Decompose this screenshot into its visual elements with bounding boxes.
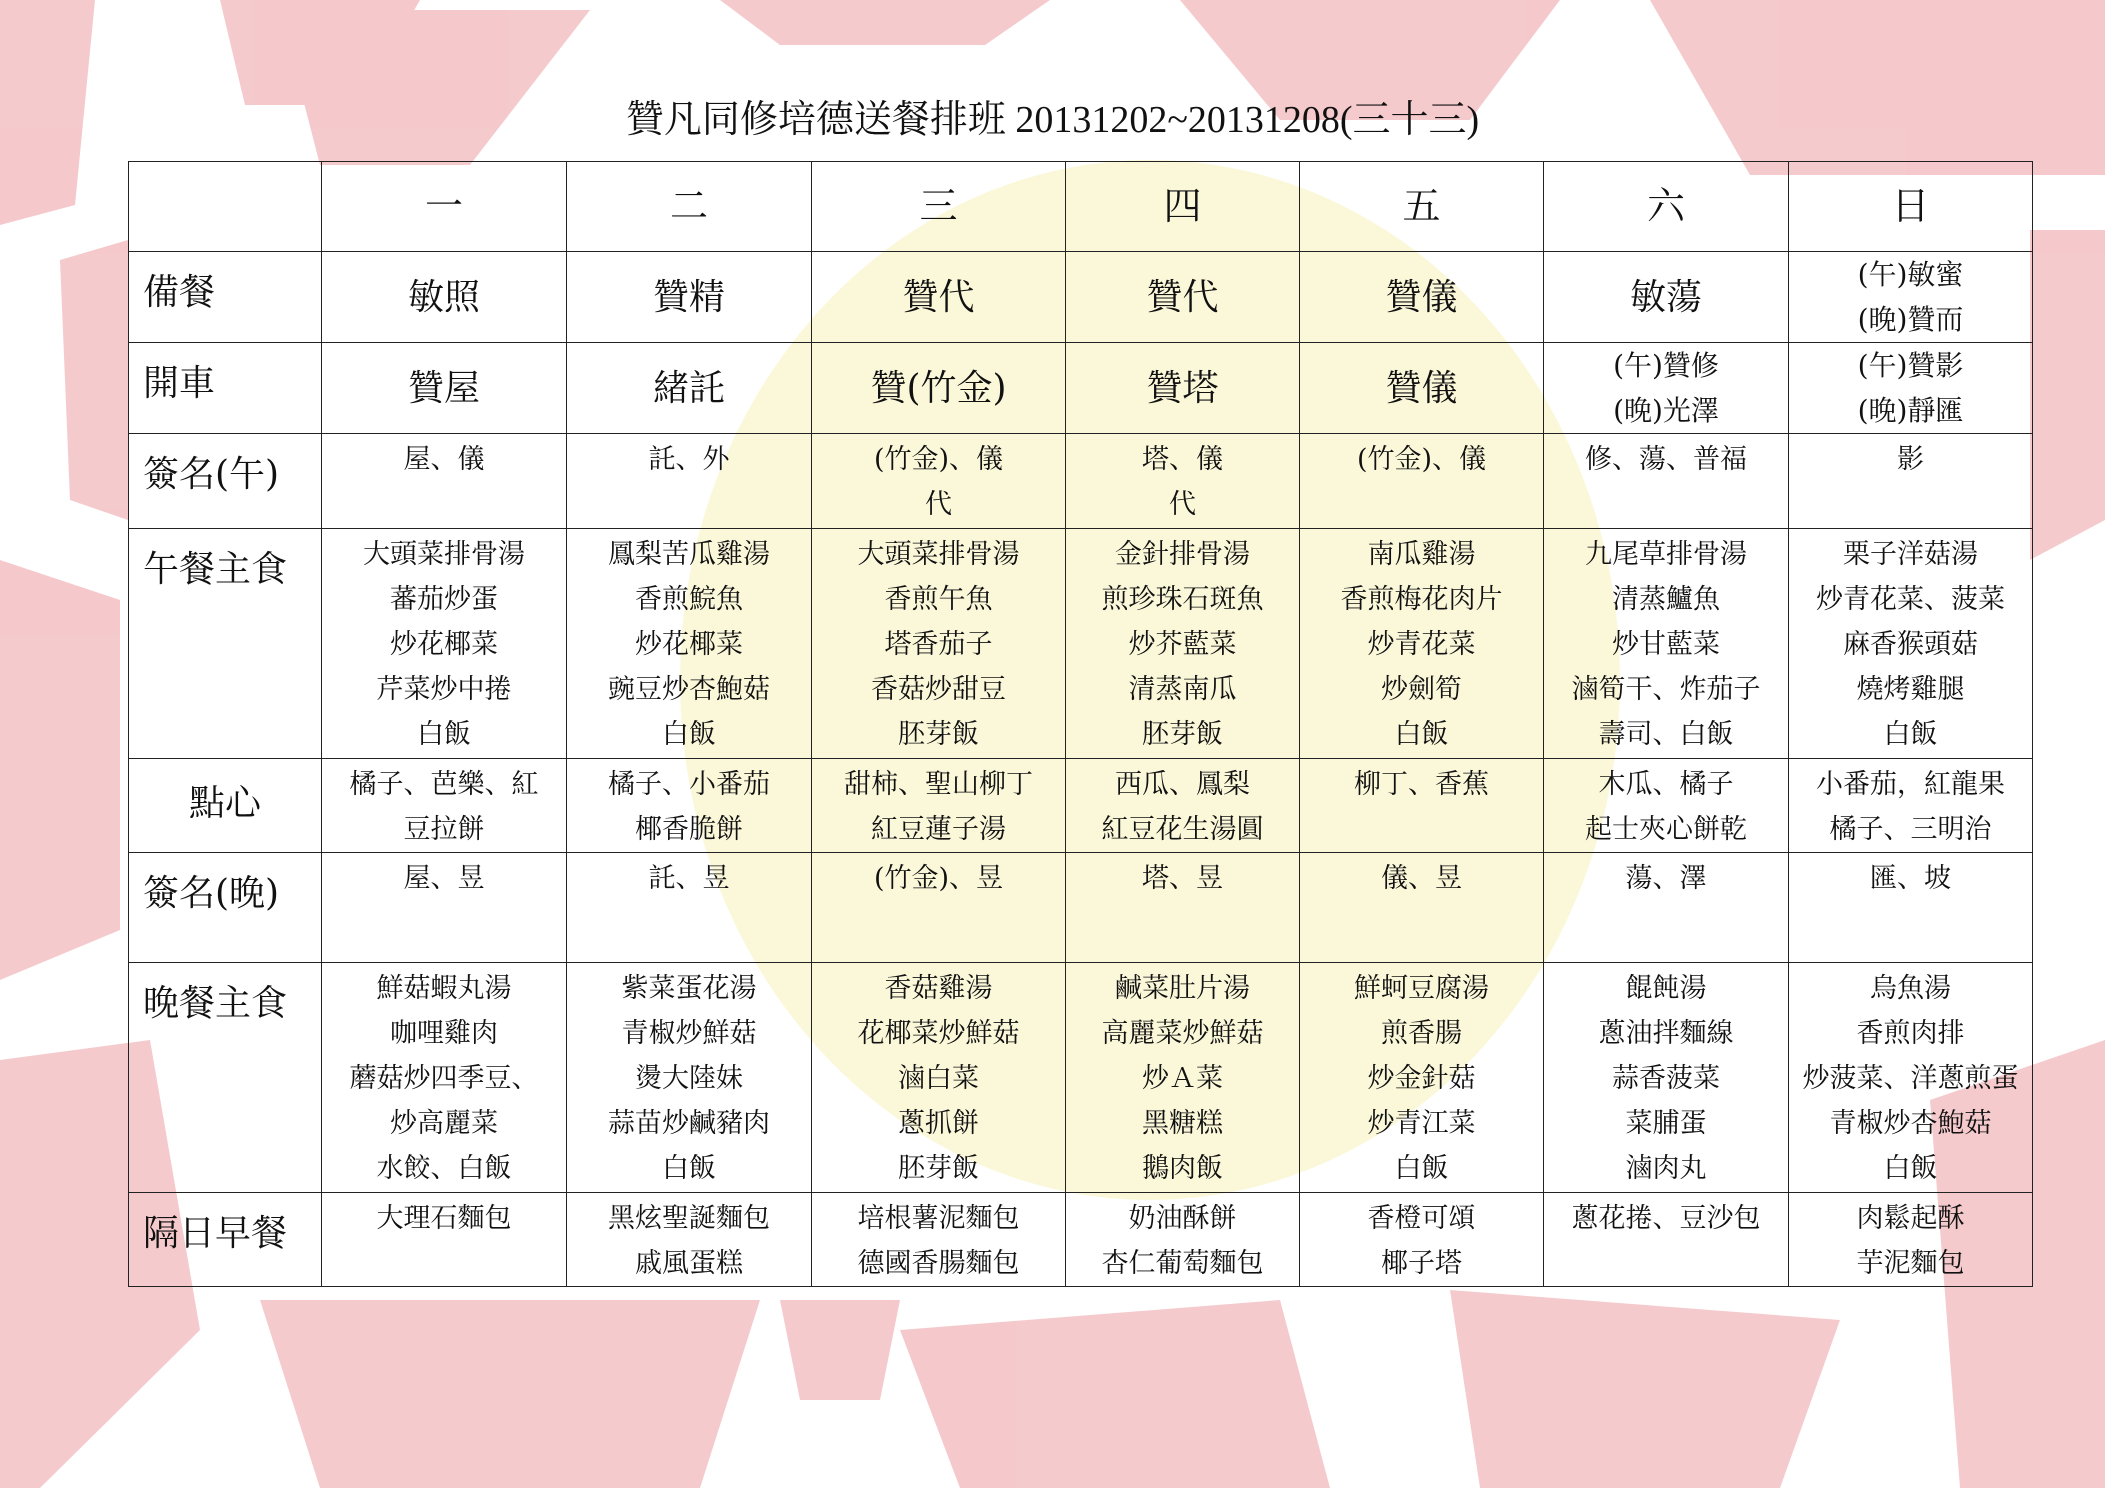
- schedule-cell: [812, 1192, 1066, 1286]
- schedule-cell: [812, 528, 1066, 758]
- schedule-cell: [1544, 759, 1789, 853]
- schedule-cell: [567, 853, 812, 963]
- cell-line: 栗子洋菇湯: [1843, 538, 1978, 570]
- cell-line: 鳳梨苦瓜雞湯: [608, 538, 770, 570]
- cell-line: 豆拉餅: [403, 814, 485, 846]
- schedule-cell: [1789, 759, 2033, 853]
- schedule-cell: [567, 252, 812, 343]
- schedule-cell: [567, 1192, 812, 1286]
- cell-line: 燒烤雞腿: [1856, 673, 1965, 705]
- cell-line: 代: [925, 489, 952, 521]
- row-snack: [129, 759, 2033, 853]
- cell-line: 贊代: [902, 276, 975, 318]
- cell-line: 敏照: [407, 276, 480, 318]
- day-header: 六: [1544, 162, 1789, 252]
- schedule-cell: [812, 343, 1066, 434]
- day-header: 四: [1066, 162, 1300, 252]
- cell-line: 贊塔: [1146, 367, 1219, 409]
- schedule-cell: [1544, 853, 1789, 963]
- cell-line: 屋、儀: [403, 444, 485, 476]
- cell-line: 烏魚湯: [1870, 973, 1951, 1005]
- cell-line: 椰香脆餅: [635, 814, 743, 846]
- schedule-cell: [1066, 1192, 1300, 1286]
- cell-line: 黑炫聖誕麵包: [608, 1202, 770, 1234]
- schedule-cell: [1066, 759, 1300, 853]
- schedule-cell: [812, 759, 1066, 853]
- schedule-cell: [1300, 528, 1544, 758]
- cell-line: 胚芽飯: [898, 718, 979, 750]
- cell-line: 青椒炒鮮菇: [621, 1018, 757, 1050]
- schedule-cell: [1066, 963, 1300, 1192]
- cell-line: 戚風蛋糕: [635, 1247, 743, 1279]
- cell-line: 大頭菜排骨湯: [857, 538, 1020, 570]
- schedule-cell: [322, 343, 567, 434]
- cell-line: 緒託: [652, 367, 725, 409]
- cell-line: 胚芽飯: [1142, 718, 1223, 750]
- cell-line: (午)贊修: [1613, 349, 1719, 383]
- schedule-cell: [812, 963, 1066, 1192]
- cell-line: 培根薯泥麵包: [857, 1202, 1020, 1234]
- cell-line: 德國香腸麵包: [857, 1247, 1020, 1279]
- cell-line: 橘子、三明治: [1829, 814, 1992, 846]
- cell-line: 燙大陸妹: [635, 1063, 743, 1095]
- schedule-cell: [1789, 252, 2033, 343]
- day-header: 三: [812, 162, 1066, 252]
- cell-line: (竹金)、儀: [873, 444, 1004, 476]
- schedule-cell: [1300, 252, 1544, 343]
- cell-line: 香煎鯇魚: [635, 583, 743, 615]
- cell-line: 煎香腸: [1381, 1018, 1462, 1050]
- schedule-cell: [1544, 528, 1789, 758]
- row-label: 簽名(晚): [129, 853, 322, 963]
- row-label: 點心: [129, 759, 322, 853]
- cell-line: 大頭菜排骨湯: [363, 538, 525, 570]
- page-title: 贊凡同修培德送餐排班 20131202~20131208(三十三): [625, 99, 1480, 141]
- cell-line: 清蒸南瓜: [1128, 673, 1237, 705]
- schedule-cell: [1066, 252, 1300, 343]
- cell-line: 炒芥藍菜: [1128, 628, 1237, 660]
- cell-line: (晚)靜匯: [1857, 394, 1964, 428]
- cell-line: 白飯: [417, 718, 471, 750]
- schedule-cell: [1066, 853, 1300, 963]
- cell-line: 贊代: [1146, 276, 1219, 318]
- cell-line: 香菇雞湯: [884, 973, 993, 1005]
- cell-line: 鮮蚵豆腐湯: [1354, 973, 1489, 1005]
- schedule-cell: [1544, 963, 1789, 1192]
- cell-line: 託、昱: [648, 863, 730, 895]
- cell-line: 木瓜、橘子: [1598, 769, 1734, 801]
- schedule-cell: [1300, 434, 1544, 528]
- cell-line: 炒青江菜: [1367, 1108, 1476, 1140]
- cell-line: 炒高麗菜: [390, 1108, 498, 1140]
- schedule-cell: [1789, 963, 2033, 1192]
- cell-line: 蕩、澤: [1625, 863, 1707, 895]
- cell-line: 香煎午魚: [884, 583, 993, 615]
- cell-line: 白飯: [1883, 1153, 1938, 1185]
- row-sign-dinner: [129, 853, 2033, 963]
- schedule-cell: [1300, 853, 1544, 963]
- cell-line: 贊精: [652, 276, 725, 318]
- cell-line: 塔、昱: [1142, 863, 1223, 895]
- schedule-cell: [1789, 1192, 2033, 1286]
- row-sign-lunch: [129, 434, 2033, 528]
- cell-line: (午)敏蜜: [1857, 258, 1964, 292]
- cell-line: 水餃、白飯: [376, 1153, 512, 1185]
- schedule-cell: [1544, 434, 1789, 528]
- cell-line: 紅豆花生湯圓: [1101, 814, 1264, 846]
- schedule-cell: [1789, 853, 2033, 963]
- cell-line: 柳丁、香蕉: [1354, 769, 1489, 801]
- cell-line: 贊儀: [1385, 276, 1458, 318]
- cell-line: 煎珍珠石斑魚: [1101, 583, 1264, 615]
- cell-line: 芹菜炒中捲: [376, 673, 512, 705]
- schedule-cell: [322, 759, 567, 853]
- cell-line: 麻香猴頭菇: [1843, 628, 1978, 660]
- cell-line: 橘子、芭樂、紅: [349, 769, 539, 801]
- cell-line: 白飯: [1394, 718, 1449, 750]
- header-row: [129, 162, 2033, 252]
- schedule-cell: [812, 434, 1066, 528]
- cell-line: 蘑菇炒四季豆、: [349, 1063, 539, 1095]
- cell-line: 儀、昱: [1381, 863, 1462, 895]
- schedule-cell: [567, 759, 812, 853]
- cell-line: 蕃茄炒蛋: [390, 583, 498, 615]
- cell-line: 炒Ａ菜: [1142, 1063, 1223, 1095]
- schedule-cell: [567, 434, 812, 528]
- row-label: 晚餐主食: [129, 963, 322, 1192]
- row-label: 簽名(午): [129, 434, 322, 528]
- schedule-cell: [567, 963, 812, 1192]
- cell-line: 餛飩湯: [1625, 973, 1707, 1005]
- cell-line: 香橙可頌: [1367, 1202, 1476, 1234]
- cell-line: 金針排骨湯: [1115, 538, 1250, 570]
- cell-line: 匯、坡: [1870, 863, 1951, 895]
- schedule-cell: [1300, 343, 1544, 434]
- schedule-cell: [1066, 528, 1300, 758]
- cell-line: 炒金針菇: [1367, 1063, 1476, 1095]
- cell-line: 敏蕩: [1629, 276, 1702, 318]
- schedule-cell: [567, 343, 812, 434]
- row-label: 午餐主食: [129, 528, 322, 758]
- row-label: 隔日早餐: [129, 1192, 322, 1286]
- cell-line: 香煎梅花肉片: [1340, 583, 1503, 615]
- schedule-cell: [1300, 1192, 1544, 1286]
- cell-line: 炒花椰菜: [635, 628, 743, 660]
- cell-line: 贊屋: [407, 367, 480, 409]
- cell-line: 南瓜雞湯: [1367, 538, 1476, 570]
- cell-line: 炒花椰菜: [390, 628, 498, 660]
- cell-line: 花椰菜炒鮮菇: [857, 1018, 1020, 1050]
- cell-line: 菜脯蛋: [1625, 1108, 1707, 1140]
- cell-line: 託、外: [648, 444, 730, 476]
- cell-line: (晚)光澤: [1613, 394, 1719, 428]
- cell-line: (午)贊影: [1857, 349, 1964, 383]
- cell-line: 白飯: [1394, 1153, 1449, 1185]
- cell-line: 香煎肉排: [1856, 1018, 1965, 1050]
- cell-line: 九尾草排骨湯: [1585, 538, 1747, 570]
- cell-line: 蒜苗炒鹹豬肉: [608, 1108, 770, 1140]
- schedule-cell: [1066, 343, 1300, 434]
- cell-line: 鮮菇蝦丸湯: [376, 973, 512, 1005]
- schedule-table: [128, 161, 2033, 1287]
- cell-line: 塔、儀: [1142, 444, 1223, 476]
- cell-line: 塔香茄子: [884, 628, 993, 660]
- schedule-cell: [322, 853, 567, 963]
- row-dinner: [129, 963, 2033, 1192]
- schedule-cell: [1544, 343, 1789, 434]
- cell-line: (竹金)、儀: [1356, 444, 1487, 476]
- schedule-cell: [322, 434, 567, 528]
- schedule-cell: [322, 528, 567, 758]
- header-corner: [129, 162, 322, 252]
- day-header: 日: [1789, 162, 2033, 252]
- schedule-cell: [1789, 528, 2033, 758]
- schedule-cell: [322, 963, 567, 1192]
- schedule-cell: [1300, 759, 1544, 853]
- cell-line: 炒劍筍: [1381, 673, 1462, 705]
- cell-line: 奶油酥餅: [1128, 1202, 1237, 1234]
- row-label: 備餐: [129, 252, 322, 343]
- cell-line: 蔥花捲、豆沙包: [1571, 1202, 1761, 1234]
- day-header: 五: [1300, 162, 1544, 252]
- cell-line: 椰子塔: [1381, 1247, 1462, 1279]
- day-header: 一: [322, 162, 567, 252]
- schedule-cell: [322, 1192, 567, 1286]
- cell-line: 蒜香菠菜: [1612, 1063, 1720, 1095]
- cell-line: 蔥抓餅: [898, 1108, 979, 1140]
- cell-line: 炒青花菜、菠菜: [1816, 583, 2005, 615]
- schedule-cell: [812, 252, 1066, 343]
- schedule-cell: [1544, 1192, 1789, 1286]
- schedule-cell: [322, 252, 567, 343]
- cell-line: 炒甘藍菜: [1612, 628, 1720, 660]
- cell-line: 大理石麵包: [376, 1202, 512, 1234]
- schedule-cell: [1544, 252, 1789, 343]
- cell-line: 香菇炒甜豆: [871, 673, 1006, 705]
- schedule-cell: [1300, 963, 1544, 1192]
- cell-line: 小番茄，紅龍果: [1816, 769, 2005, 801]
- cell-line: 青椒炒杏鮑菇: [1829, 1108, 1992, 1140]
- cell-line: 贊(竹金): [870, 367, 1007, 409]
- cell-line: 白飯: [1883, 718, 1938, 750]
- cell-line: 贊儀: [1385, 367, 1458, 409]
- cell-line: 紫菜蛋花湯: [621, 973, 757, 1005]
- cell-line: 白飯: [662, 718, 716, 750]
- row-driver: [129, 343, 2033, 434]
- cell-line: 滷肉丸: [1625, 1153, 1707, 1185]
- cell-line: 芋泥麵包: [1856, 1247, 1965, 1279]
- cell-line: (晚)贊而: [1857, 303, 1964, 337]
- cell-line: 影: [1897, 444, 1924, 476]
- cell-line: 屋、昱: [403, 863, 485, 895]
- cell-line: 胚芽飯: [898, 1153, 979, 1185]
- row-breakfast: [129, 1192, 2033, 1286]
- cell-line: 起士夾心餅乾: [1585, 814, 1747, 846]
- schedule-cell: [567, 528, 812, 758]
- row-label: 開車: [129, 343, 322, 434]
- cell-line: 修、蕩、普福: [1585, 444, 1747, 476]
- row-prep: [129, 252, 2033, 343]
- cell-line: 滷筍干、炸茄子: [1571, 673, 1761, 705]
- cell-line: 豌豆炒杏鮑菇: [608, 673, 770, 705]
- cell-line: 甜柿、聖山柳丁: [844, 769, 1033, 801]
- cell-line: 滷白菜: [898, 1063, 979, 1095]
- cell-line: 代: [1169, 489, 1196, 521]
- cell-line: 紅豆蓮子湯: [871, 814, 1006, 846]
- cell-line: 炒青花菜: [1367, 628, 1476, 660]
- cell-line: 壽司、白飯: [1598, 718, 1734, 750]
- cell-line: 高麗菜炒鮮菇: [1101, 1018, 1264, 1050]
- row-lunch: [129, 528, 2033, 758]
- day-header: 二: [567, 162, 812, 252]
- schedule-cell: [1789, 343, 2033, 434]
- cell-line: 咖哩雞肉: [390, 1018, 498, 1050]
- cell-line: 鹹菜肚片湯: [1115, 973, 1250, 1005]
- cell-line: 白飯: [662, 1153, 716, 1185]
- cell-line: 蔥油拌麵線: [1598, 1018, 1734, 1050]
- schedule-cell: [812, 853, 1066, 963]
- schedule-cell: [1789, 434, 2033, 528]
- cell-line: 鵝肉飯: [1142, 1153, 1223, 1185]
- cell-line: 橘子、小番茄: [608, 769, 770, 801]
- cell-line: 杏仁葡萄麵包: [1101, 1247, 1264, 1279]
- cell-line: 炒菠菜、洋蔥煎蛋: [1802, 1063, 2019, 1095]
- schedule-cell: [1066, 434, 1300, 528]
- cell-line: 西瓜、鳳梨: [1115, 769, 1250, 801]
- cell-line: 肉鬆起酥: [1856, 1202, 1965, 1234]
- cell-line: 清蒸鱸魚: [1612, 583, 1720, 615]
- cell-line: (竹金)、昱: [873, 863, 1004, 895]
- cell-line: 黑糖糕: [1142, 1108, 1223, 1140]
